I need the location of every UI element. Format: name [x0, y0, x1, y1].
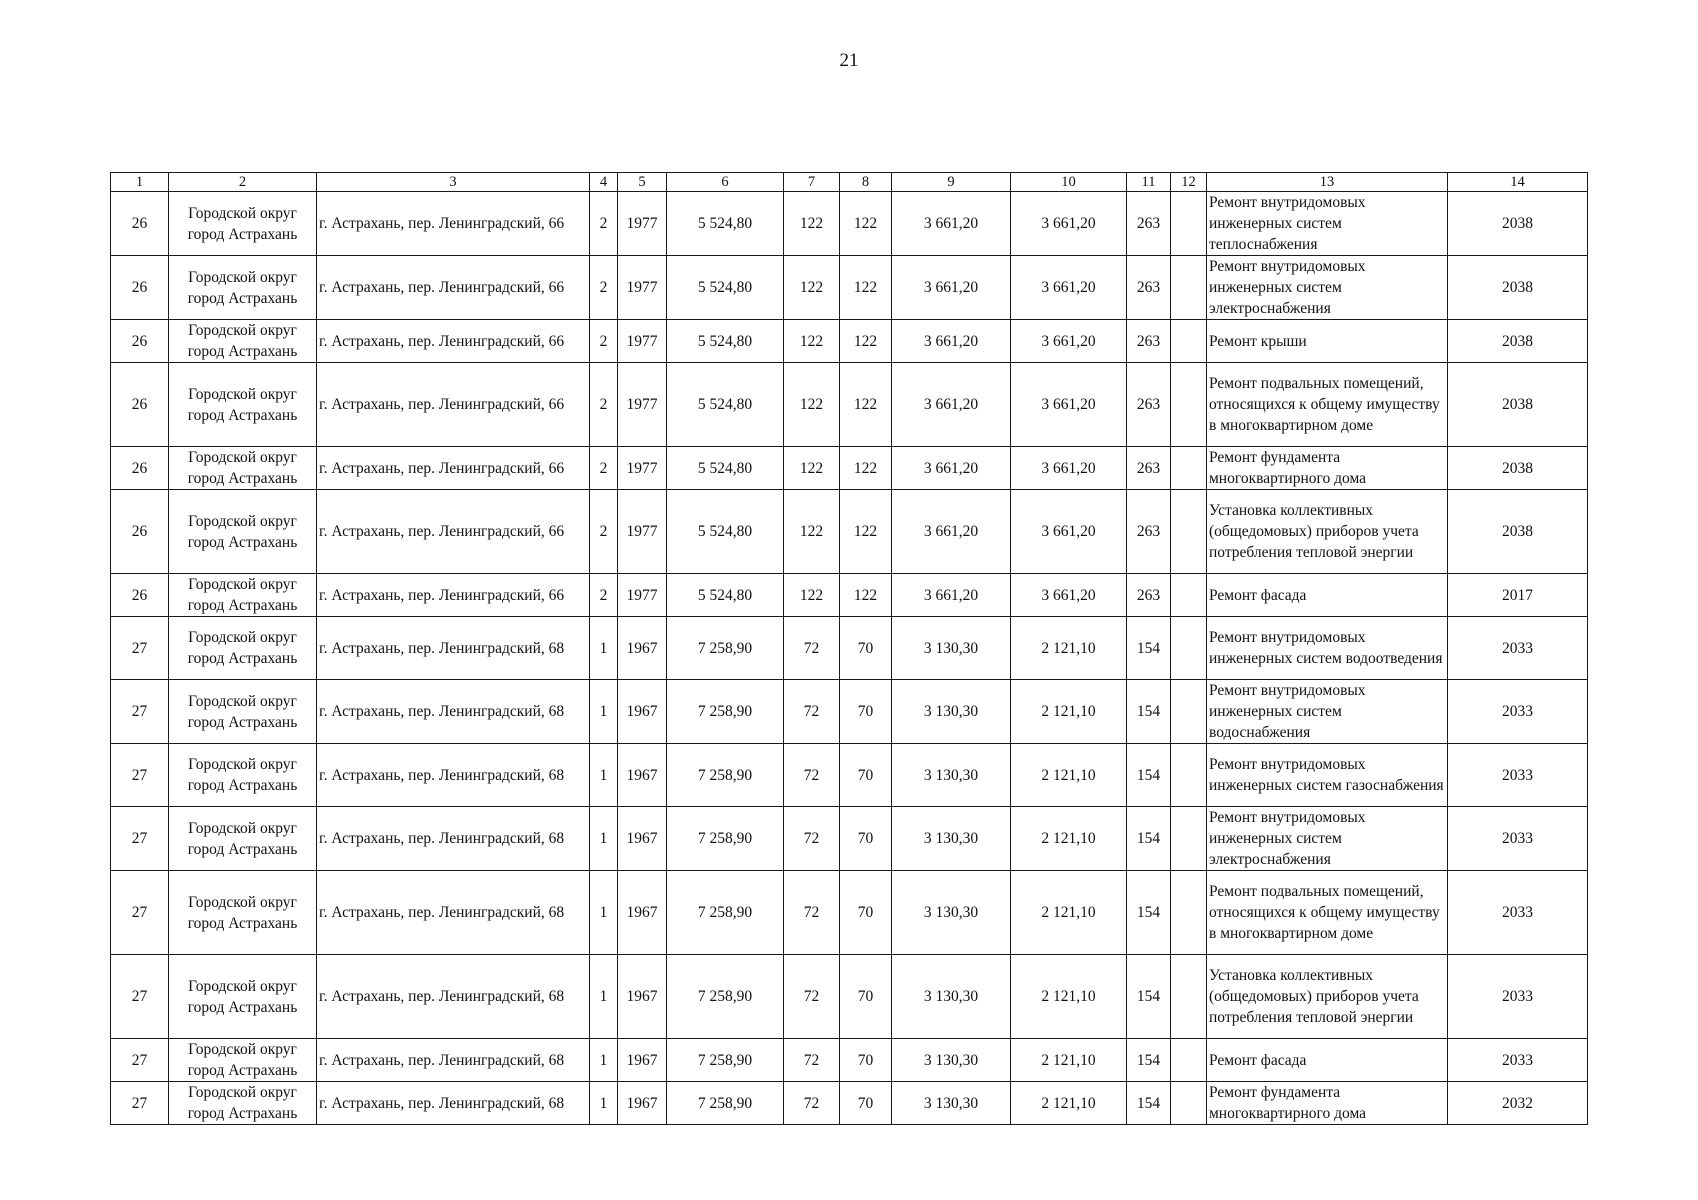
cell-municipality: Городской округ город Астрахань: [169, 955, 317, 1039]
cell-col12: [1171, 680, 1207, 744]
cell-col10: 2 121,10: [1011, 955, 1127, 1039]
cell-col7: 72: [784, 744, 840, 807]
cell-col10: 3 661,20: [1011, 320, 1127, 363]
cell-planned-year: 2033: [1448, 1039, 1588, 1082]
cell-col10: 2 121,10: [1011, 1082, 1127, 1125]
cell-col11: 263: [1127, 192, 1171, 256]
cell-number: 27: [111, 1082, 169, 1125]
capital-repair-table: [110, 172, 1588, 1125]
cell-col4: 1: [590, 617, 618, 680]
cell-col9: 3 130,30: [892, 617, 1011, 680]
table-body: [111, 192, 1588, 1125]
cell-planned-year: 2038: [1448, 363, 1588, 447]
table-row: [111, 447, 1588, 490]
table-row: [111, 1082, 1588, 1125]
cell-number: 26: [111, 363, 169, 447]
cell-planned-year: 2038: [1448, 490, 1588, 574]
cell-col11: 154: [1127, 617, 1171, 680]
cell-col7: 72: [784, 955, 840, 1039]
cell-col7: 122: [784, 490, 840, 574]
cell-col8: 70: [840, 617, 892, 680]
table-row: [111, 256, 1588, 320]
cell-col9: 3 661,20: [892, 363, 1011, 447]
cell-col8: 122: [840, 447, 892, 490]
cell-col6: 7 258,90: [667, 680, 784, 744]
cell-col11: 154: [1127, 744, 1171, 807]
cell-col8: 70: [840, 1039, 892, 1082]
cell-col6: 7 258,90: [667, 744, 784, 807]
cell-municipality: Городской округ город Астрахань: [169, 447, 317, 490]
cell-planned-year: 2038: [1448, 447, 1588, 490]
cell-address: г. Астрахань, пер. Ленинградский, 68: [317, 1082, 590, 1125]
cell-col12: [1171, 363, 1207, 447]
cell-work-type: Ремонт фундамента многоквартирного дома: [1207, 1082, 1448, 1125]
cell-col12: [1171, 807, 1207, 871]
cell-planned-year: 2038: [1448, 192, 1588, 256]
cell-col10: 3 661,20: [1011, 574, 1127, 617]
column-header: 9: [892, 173, 1011, 192]
cell-col10: 3 661,20: [1011, 447, 1127, 490]
cell-col7: 122: [784, 447, 840, 490]
cell-col8: 122: [840, 490, 892, 574]
cell-col6: 5 524,80: [667, 256, 784, 320]
cell-col11: 154: [1127, 1082, 1171, 1125]
cell-col12: [1171, 256, 1207, 320]
cell-municipality: Городской округ город Астрахань: [169, 744, 317, 807]
cell-col6: 5 524,80: [667, 447, 784, 490]
cell-col9: 3 130,30: [892, 744, 1011, 807]
cell-municipality: Городской округ город Астрахань: [169, 320, 317, 363]
cell-col11: 263: [1127, 447, 1171, 490]
cell-number: 26: [111, 490, 169, 574]
cell-col12: [1171, 320, 1207, 363]
cell-work-type: Ремонт внутридомовых инженерных систем электроснабжения: [1207, 256, 1448, 320]
table-row: [111, 574, 1588, 617]
cell-col9: 3 130,30: [892, 680, 1011, 744]
cell-municipality: Городской округ город Астрахань: [169, 871, 317, 955]
cell-col9: 3 130,30: [892, 1082, 1011, 1125]
cell-municipality: Городской округ город Астрахань: [169, 1082, 317, 1125]
cell-col11: 154: [1127, 807, 1171, 871]
cell-number: 27: [111, 744, 169, 807]
cell-work-type: Ремонт подвальных помещений, относящихся к общему имуществу в многоквартирном доме: [1207, 363, 1448, 447]
cell-year: 1977: [618, 447, 667, 490]
cell-planned-year: 2033: [1448, 871, 1588, 955]
cell-col6: 7 258,90: [667, 617, 784, 680]
cell-year: 1967: [618, 744, 667, 807]
table-row: [111, 807, 1588, 871]
cell-col6: 7 258,90: [667, 1082, 784, 1125]
cell-planned-year: 2038: [1448, 320, 1588, 363]
cell-municipality: Городской округ город Астрахань: [169, 574, 317, 617]
cell-municipality: Городской округ город Астрахань: [169, 192, 317, 256]
cell-work-type: Установка коллективных (общедомовых) приборов учета потребления тепловой энергии: [1207, 955, 1448, 1039]
cell-work-type: Ремонт внутридомовых инженерных систем теплоснабжения: [1207, 192, 1448, 256]
cell-col4: 2: [590, 574, 618, 617]
cell-col12: [1171, 955, 1207, 1039]
cell-col12: [1171, 871, 1207, 955]
cell-col4: 1: [590, 680, 618, 744]
column-header: 12: [1171, 173, 1207, 192]
cell-col8: 70: [840, 1082, 892, 1125]
table-row: [111, 192, 1588, 256]
cell-col12: [1171, 1039, 1207, 1082]
column-number-row: [111, 173, 1588, 192]
column-header: 6: [667, 173, 784, 192]
column-header: 5: [618, 173, 667, 192]
cell-col7: 122: [784, 363, 840, 447]
cell-address: г. Астрахань, пер. Ленинградский, 68: [317, 617, 590, 680]
cell-col10: 3 661,20: [1011, 363, 1127, 447]
cell-col9: 3 661,20: [892, 574, 1011, 617]
cell-col9: 3 661,20: [892, 320, 1011, 363]
cell-col12: [1171, 574, 1207, 617]
cell-col7: 72: [784, 871, 840, 955]
cell-col7: 122: [784, 192, 840, 256]
cell-col11: 263: [1127, 256, 1171, 320]
cell-address: г. Астрахань, пер. Ленинградский, 68: [317, 807, 590, 871]
cell-work-type: Ремонт фасада: [1207, 1039, 1448, 1082]
cell-planned-year: 2033: [1448, 680, 1588, 744]
cell-col10: 2 121,10: [1011, 617, 1127, 680]
cell-col12: [1171, 744, 1207, 807]
cell-work-type: Ремонт фасада: [1207, 574, 1448, 617]
cell-col8: 70: [840, 807, 892, 871]
cell-year: 1967: [618, 871, 667, 955]
cell-year: 1977: [618, 574, 667, 617]
cell-col12: [1171, 447, 1207, 490]
cell-col11: 263: [1127, 490, 1171, 574]
cell-year: 1977: [618, 320, 667, 363]
cell-address: г. Астрахань, пер. Ленинградский, 66: [317, 574, 590, 617]
cell-col10: 2 121,10: [1011, 1039, 1127, 1082]
cell-year: 1967: [618, 1039, 667, 1082]
table-row: [111, 1039, 1588, 1082]
cell-col8: 122: [840, 256, 892, 320]
cell-planned-year: 2017: [1448, 574, 1588, 617]
cell-work-type: Ремонт внутридомовых инженерных систем водоотведения: [1207, 617, 1448, 680]
cell-address: г. Астрахань, пер. Ленинградский, 66: [317, 256, 590, 320]
cell-year: 1967: [618, 1082, 667, 1125]
cell-col11: 154: [1127, 871, 1171, 955]
column-header: 7: [784, 173, 840, 192]
cell-work-type: Ремонт крыши: [1207, 320, 1448, 363]
cell-col7: 72: [784, 617, 840, 680]
cell-col4: 2: [590, 363, 618, 447]
cell-planned-year: 2038: [1448, 256, 1588, 320]
cell-number: 26: [111, 320, 169, 363]
cell-work-type: Установка коллективных (общедомовых) приборов учета потребления тепловой энергии: [1207, 490, 1448, 574]
cell-year: 1967: [618, 955, 667, 1039]
cell-col12: [1171, 1082, 1207, 1125]
cell-col11: 263: [1127, 574, 1171, 617]
cell-year: 1977: [618, 363, 667, 447]
cell-address: г. Астрахань, пер. Ленинградский, 66: [317, 490, 590, 574]
cell-col4: 1: [590, 807, 618, 871]
cell-address: г. Астрахань, пер. Ленинградский, 68: [317, 1039, 590, 1082]
cell-number: 27: [111, 807, 169, 871]
cell-col10: 2 121,10: [1011, 680, 1127, 744]
cell-address: г. Астрахань, пер. Ленинградский, 66: [317, 363, 590, 447]
cell-col6: 5 524,80: [667, 320, 784, 363]
cell-col7: 72: [784, 807, 840, 871]
cell-work-type: Ремонт внутридомовых инженерных систем водоснабжения: [1207, 680, 1448, 744]
table-row: [111, 363, 1588, 447]
cell-address: г. Астрахань, пер. Ленинградский, 68: [317, 680, 590, 744]
cell-col11: 154: [1127, 1039, 1171, 1082]
cell-planned-year: 2033: [1448, 617, 1588, 680]
cell-col7: 72: [784, 1039, 840, 1082]
table-row: [111, 955, 1588, 1039]
cell-col4: 2: [590, 490, 618, 574]
cell-col8: 122: [840, 363, 892, 447]
cell-col4: 1: [590, 1039, 618, 1082]
cell-col4: 1: [590, 1082, 618, 1125]
column-header: 10: [1011, 173, 1127, 192]
cell-col4: 2: [590, 256, 618, 320]
cell-col8: 70: [840, 955, 892, 1039]
cell-address: г. Астрахань, пер. Ленинградский, 66: [317, 320, 590, 363]
cell-work-type: Ремонт фундамента многоквартирного дома: [1207, 447, 1448, 490]
cell-col4: 1: [590, 871, 618, 955]
cell-col6: 5 524,80: [667, 192, 784, 256]
cell-municipality: Городской округ город Астрахань: [169, 617, 317, 680]
cell-col9: 3 130,30: [892, 1039, 1011, 1082]
cell-number: 26: [111, 574, 169, 617]
cell-col6: 7 258,90: [667, 871, 784, 955]
cell-col6: 5 524,80: [667, 490, 784, 574]
table-row: [111, 680, 1588, 744]
cell-col7: 72: [784, 1082, 840, 1125]
cell-address: г. Астрахань, пер. Ленинградский, 68: [317, 871, 590, 955]
cell-col11: 263: [1127, 320, 1171, 363]
cell-municipality: Городской округ город Астрахань: [169, 680, 317, 744]
cell-col9: 3 661,20: [892, 490, 1011, 574]
table-row: [111, 871, 1588, 955]
cell-col4: 2: [590, 192, 618, 256]
table-header: [111, 173, 1588, 192]
cell-planned-year: 2033: [1448, 744, 1588, 807]
cell-year: 1977: [618, 256, 667, 320]
cell-number: 27: [111, 955, 169, 1039]
cell-col7: 72: [784, 680, 840, 744]
cell-municipality: Городской округ город Астрахань: [169, 490, 317, 574]
cell-col10: 3 661,20: [1011, 256, 1127, 320]
cell-municipality: Городской округ город Астрахань: [169, 363, 317, 447]
column-header: 14: [1448, 173, 1588, 192]
cell-col10: 2 121,10: [1011, 871, 1127, 955]
cell-col8: 122: [840, 574, 892, 617]
cell-col9: 3 130,30: [892, 871, 1011, 955]
column-header: 1: [111, 173, 169, 192]
table-row: [111, 490, 1588, 574]
cell-year: 1967: [618, 807, 667, 871]
column-header: 3: [317, 173, 590, 192]
cell-col10: 3 661,20: [1011, 490, 1127, 574]
cell-col9: 3 661,20: [892, 256, 1011, 320]
table-row: [111, 617, 1588, 680]
cell-address: г. Астрахань, пер. Ленинградский, 66: [317, 192, 590, 256]
cell-col8: 70: [840, 744, 892, 807]
cell-year: 1967: [618, 680, 667, 744]
cell-municipality: Городской округ город Астрахань: [169, 256, 317, 320]
cell-col8: 70: [840, 680, 892, 744]
cell-work-type: Ремонт внутридомовых инженерных систем газоснабжения: [1207, 744, 1448, 807]
cell-col7: 122: [784, 320, 840, 363]
cell-number: 27: [111, 871, 169, 955]
cell-col9: 3 661,20: [892, 447, 1011, 490]
cell-col4: 2: [590, 320, 618, 363]
cell-number: 27: [111, 1039, 169, 1082]
cell-col4: 1: [590, 955, 618, 1039]
cell-col10: 2 121,10: [1011, 744, 1127, 807]
cell-col6: 5 524,80: [667, 363, 784, 447]
cell-number: 26: [111, 256, 169, 320]
cell-address: г. Астрахань, пер. Ленинградский, 68: [317, 744, 590, 807]
cell-col10: 2 121,10: [1011, 807, 1127, 871]
cell-col6: 7 258,90: [667, 955, 784, 1039]
cell-col10: 3 661,20: [1011, 192, 1127, 256]
cell-col11: 154: [1127, 680, 1171, 744]
cell-address: г. Астрахань, пер. Ленинградский, 68: [317, 955, 590, 1039]
cell-planned-year: 2032: [1448, 1082, 1588, 1125]
cell-col9: 3 130,30: [892, 955, 1011, 1039]
cell-col6: 7 258,90: [667, 807, 784, 871]
cell-municipality: Городской округ город Астрахань: [169, 1039, 317, 1082]
cell-col8: 122: [840, 320, 892, 363]
cell-municipality: Городской округ город Астрахань: [169, 807, 317, 871]
cell-col12: [1171, 490, 1207, 574]
cell-year: 1967: [618, 617, 667, 680]
cell-col11: 154: [1127, 955, 1171, 1039]
column-header: 11: [1127, 173, 1171, 192]
table-row: [111, 744, 1588, 807]
cell-number: 26: [111, 192, 169, 256]
cell-col11: 263: [1127, 363, 1171, 447]
cell-work-type: Ремонт подвальных помещений, относящихся к общему имуществу в многоквартирном доме: [1207, 871, 1448, 955]
cell-col6: 5 524,80: [667, 574, 784, 617]
cell-col4: 1: [590, 744, 618, 807]
table-row: [111, 320, 1588, 363]
cell-planned-year: 2033: [1448, 955, 1588, 1039]
cell-col7: 122: [784, 574, 840, 617]
cell-planned-year: 2033: [1448, 807, 1588, 871]
column-header: 2: [169, 173, 317, 192]
cell-number: 26: [111, 447, 169, 490]
cell-col8: 122: [840, 192, 892, 256]
cell-year: 1977: [618, 192, 667, 256]
cell-year: 1977: [618, 490, 667, 574]
column-header: 4: [590, 173, 618, 192]
page-number: 21: [839, 50, 859, 71]
cell-col8: 70: [840, 871, 892, 955]
cell-address: г. Астрахань, пер. Ленинградский, 66: [317, 447, 590, 490]
cell-col9: 3 661,20: [892, 192, 1011, 256]
cell-col4: 2: [590, 447, 618, 490]
cell-col12: [1171, 617, 1207, 680]
cell-col9: 3 130,30: [892, 807, 1011, 871]
cell-work-type: Ремонт внутридомовых инженерных систем электроснабжения: [1207, 807, 1448, 871]
cell-col7: 122: [784, 256, 840, 320]
column-header: 13: [1207, 173, 1448, 192]
cell-number: 27: [111, 617, 169, 680]
cell-col12: [1171, 192, 1207, 256]
cell-col6: 7 258,90: [667, 1039, 784, 1082]
cell-number: 27: [111, 680, 169, 744]
column-header: 8: [840, 173, 892, 192]
